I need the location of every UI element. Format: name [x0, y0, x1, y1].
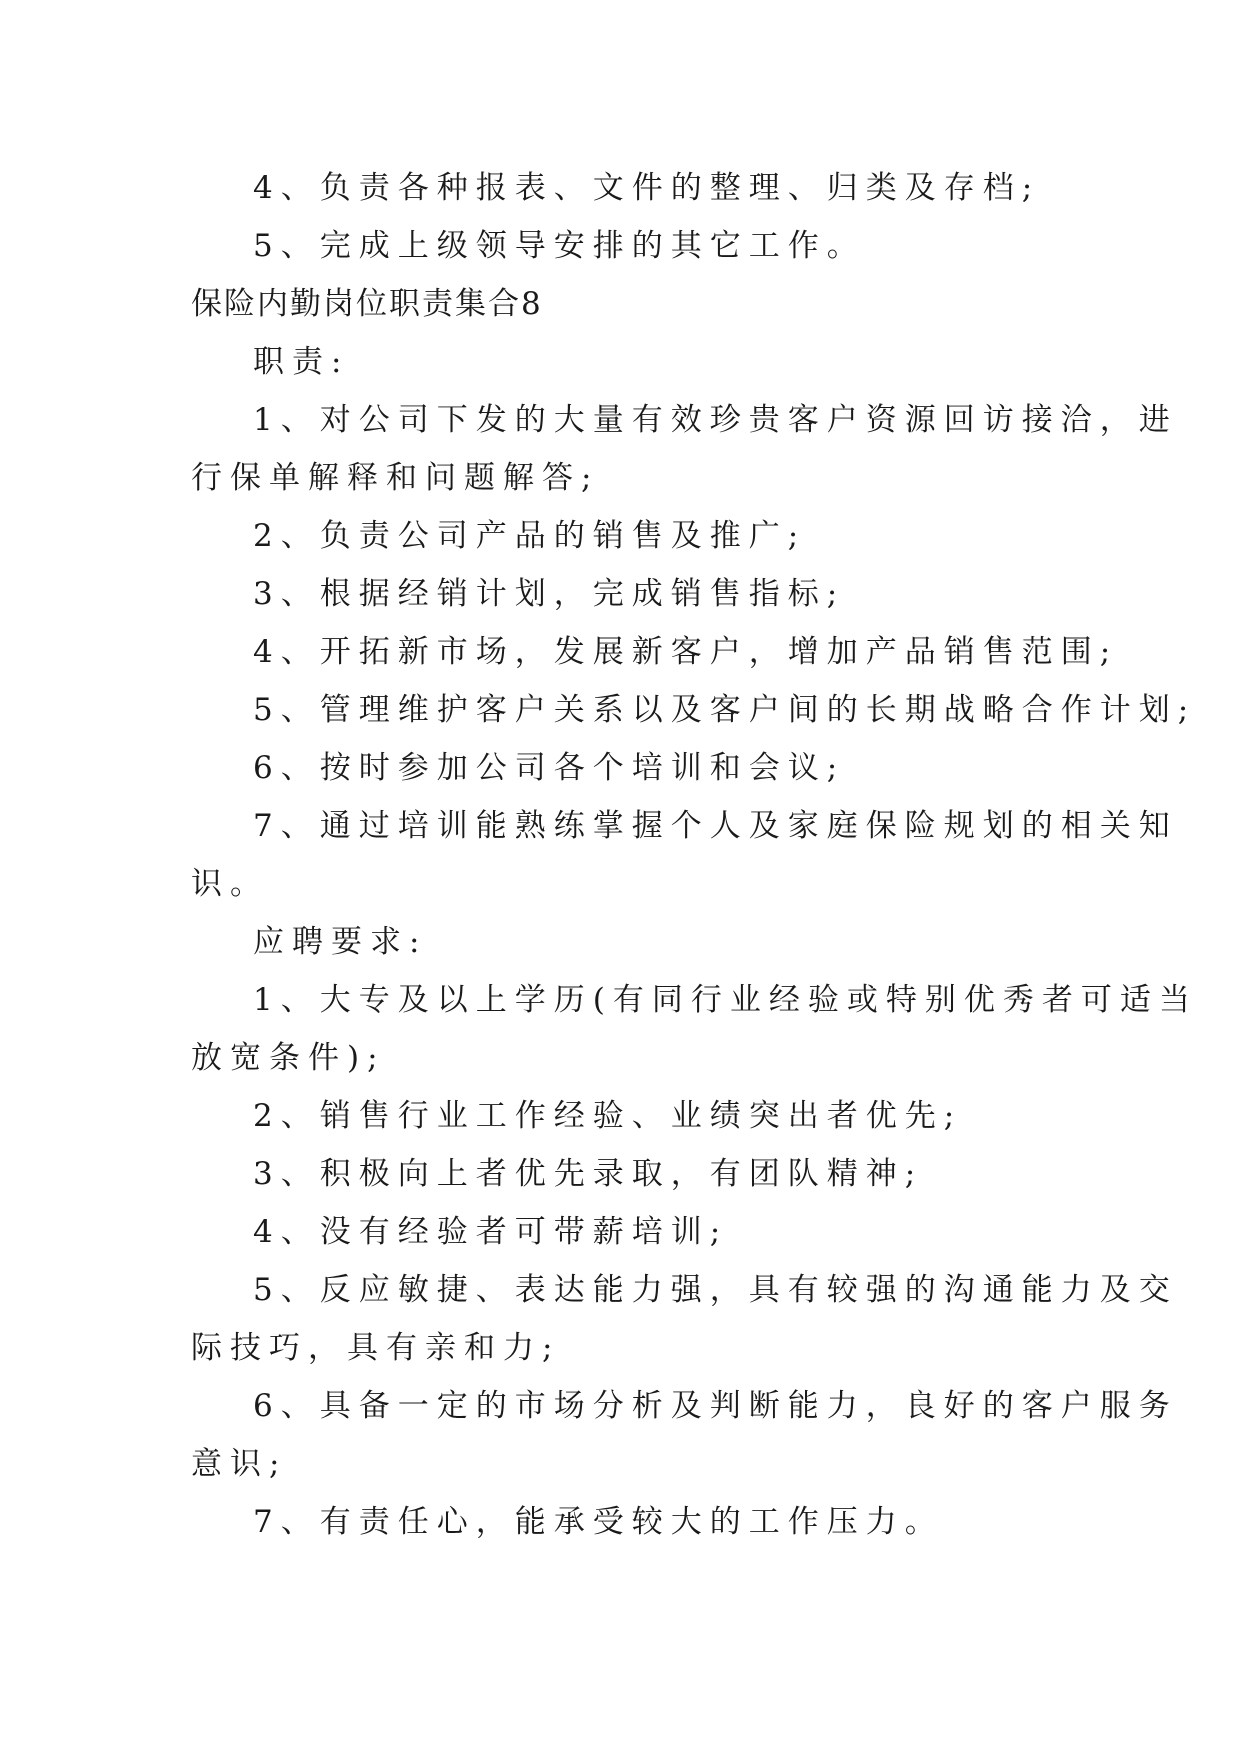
- requirement-item-continuation: 际技巧，具有亲和力;: [191, 1330, 561, 1366]
- requirement-item-continuation: 放宽条件);: [191, 1040, 386, 1076]
- list-item: 4、负责各种报表、文件的整理、归类及存档;: [253, 170, 1041, 206]
- duty-item: 7、通过培训能熟练掌握个人及家庭保险规划的相关知: [253, 808, 1178, 844]
- requirement-item-continuation: 意识;: [191, 1446, 288, 1482]
- duties-heading: 职责:: [253, 344, 350, 380]
- duty-item: 3、根据经销计划，完成销售指标;: [253, 576, 846, 612]
- list-item: 5、完成上级领导安排的其它工作。: [253, 228, 866, 264]
- section-title: 保险内勤岗位职责集合8: [191, 286, 543, 322]
- requirement-item: 5、反应敏捷、表达能力强，具有较强的沟通能力及交: [253, 1272, 1178, 1308]
- requirement-item: 7、有责任心，能承受较大的工作压力。: [253, 1504, 944, 1540]
- requirement-item: 3、积极向上者优先录取，有团队精神;: [253, 1156, 924, 1192]
- duty-item: 4、开拓新市场，发展新客户，增加产品销售范围;: [253, 634, 1119, 670]
- requirement-item: 6、具备一定的市场分析及判断能力，良好的客户服务: [253, 1388, 1178, 1424]
- duty-item: 6、按时参加公司各个培训和会议;: [253, 750, 846, 786]
- requirement-item: 4、没有经验者可带薪培训;: [253, 1214, 729, 1250]
- duty-item: 1、对公司下发的大量有效珍贵客户资源回访接洽，进: [253, 402, 1178, 438]
- requirement-item: 2、销售行业工作经验、业绩突出者优先;: [253, 1098, 963, 1134]
- requirements-heading: 应聘要求:: [253, 924, 428, 960]
- requirement-item: 1、大专及以上学历(有同行业经验或特别优秀者可适当: [253, 982, 1198, 1018]
- duty-item: 5、管理维护客户关系以及客户间的长期战略合作计划;: [253, 692, 1197, 728]
- duty-item-continuation: 行保单解释和问题解答;: [191, 460, 600, 496]
- duty-item: 2、负责公司产品的销售及推广;: [253, 518, 807, 554]
- duty-item-continuation: 识。: [191, 866, 269, 902]
